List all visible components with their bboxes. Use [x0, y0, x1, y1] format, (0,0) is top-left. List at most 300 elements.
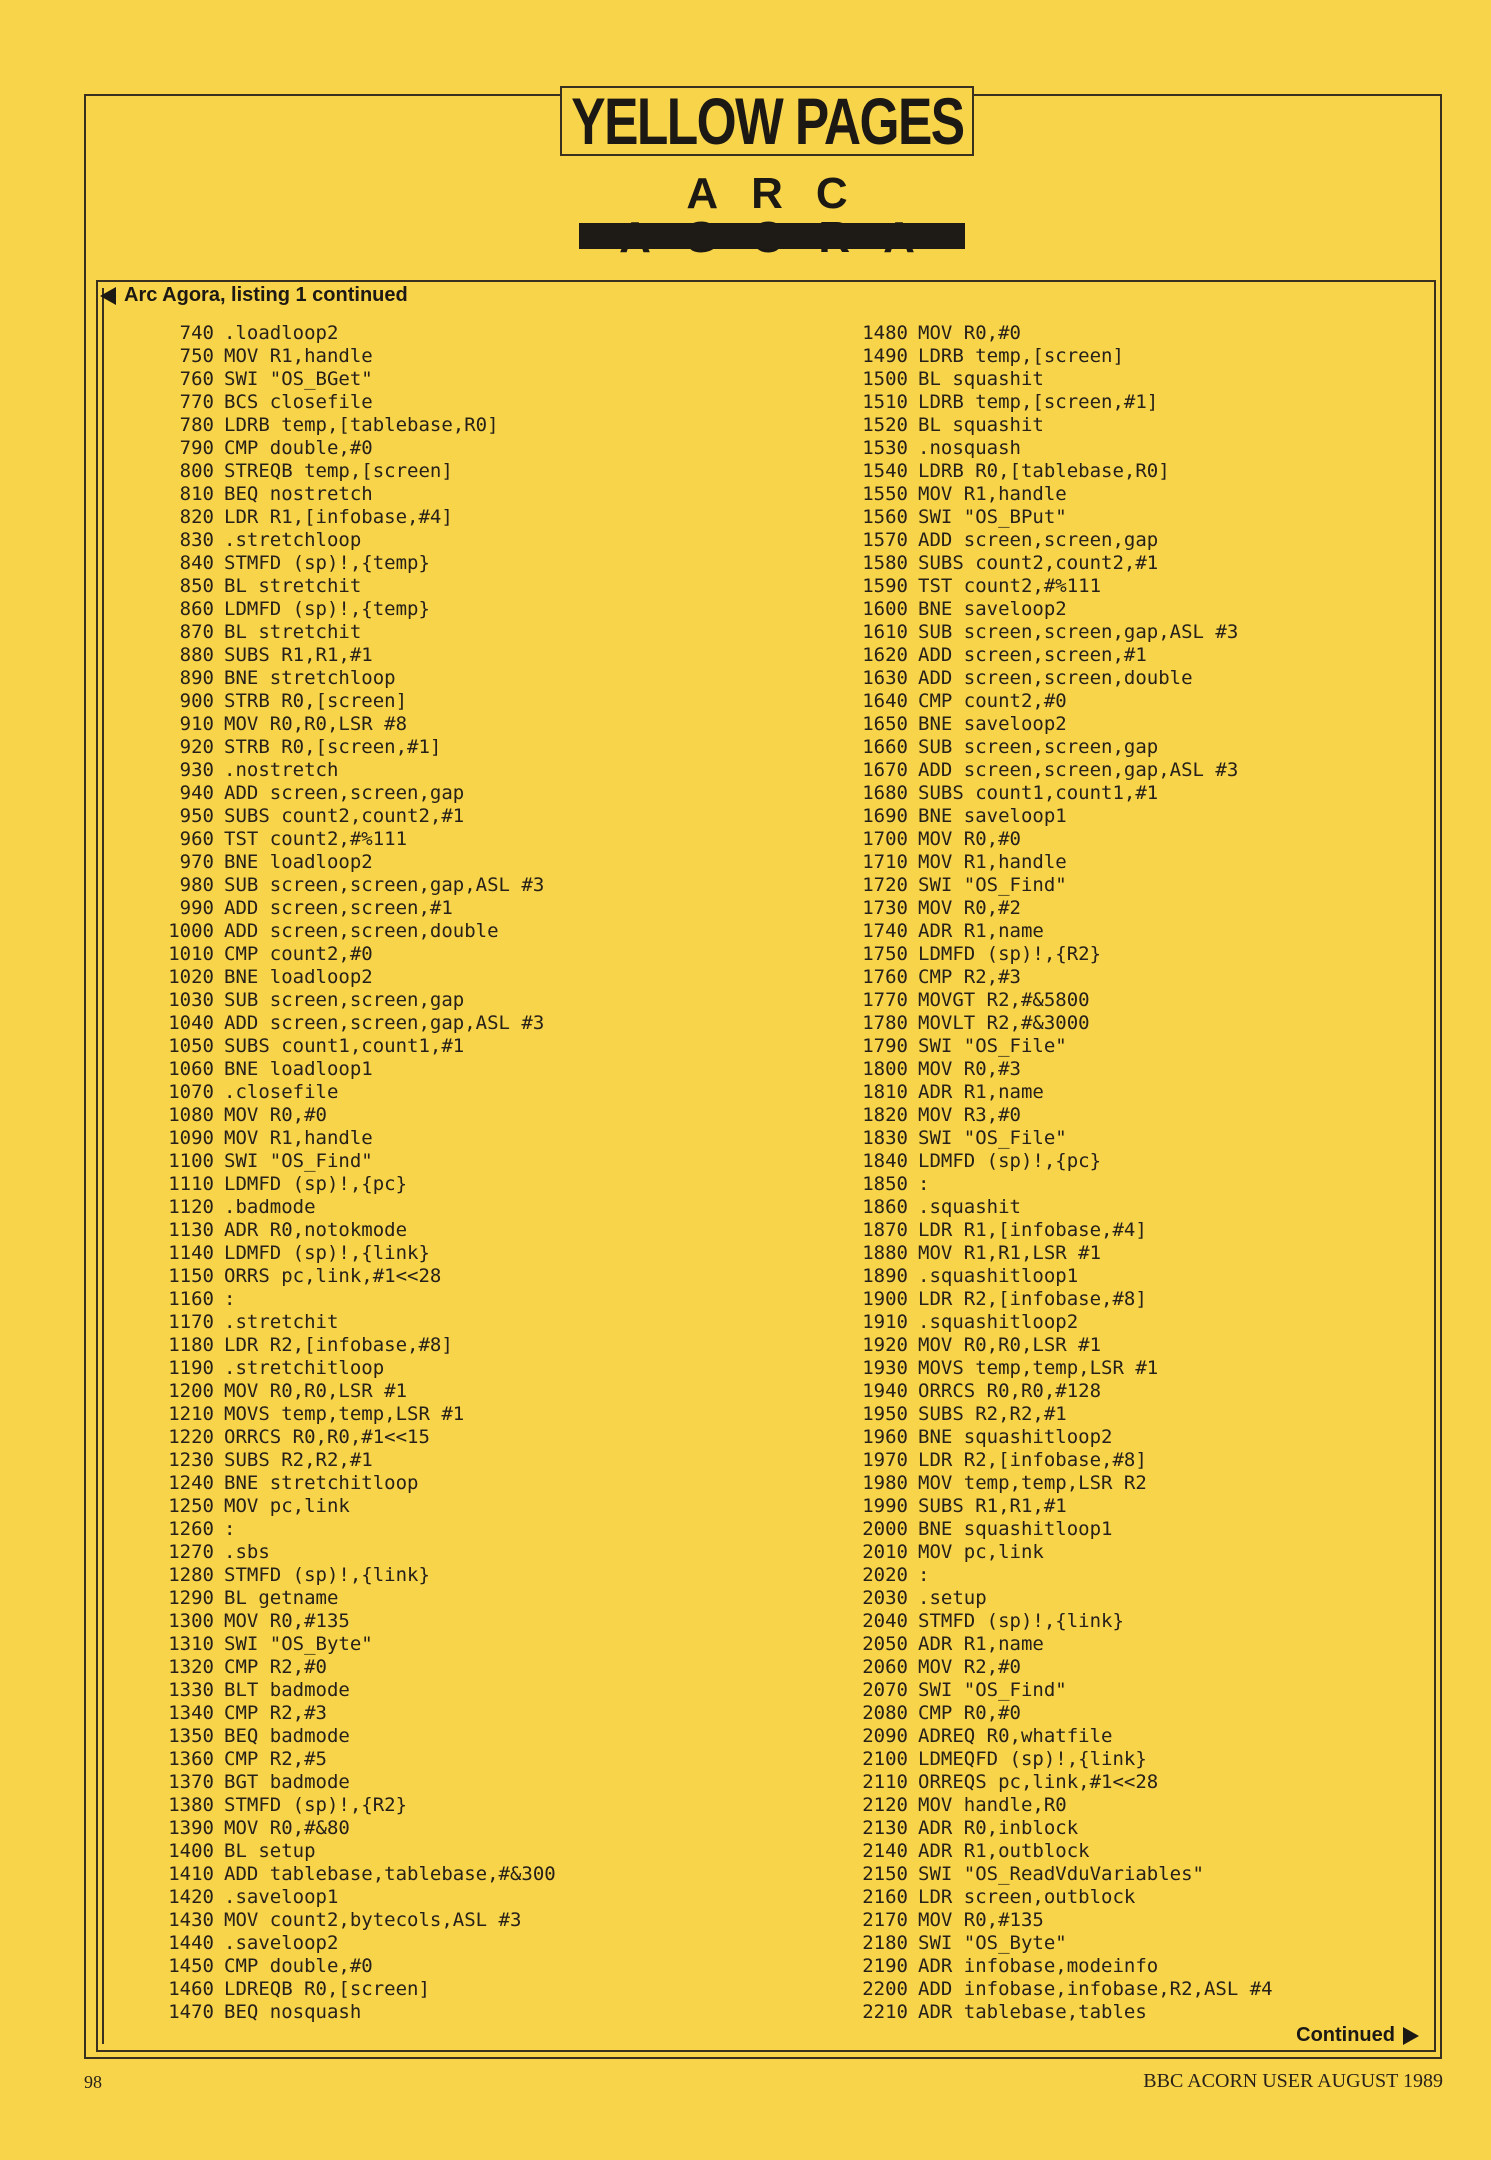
code-line: [850, 2001, 1273, 2024]
code-statement: SUBS R2,R2,#1: [918, 1403, 1067, 1425]
line-number: 1790: [862, 1035, 908, 1057]
code-statement: CMP R2,#3: [918, 966, 1021, 988]
code-statement: LDR R2,[infobase,#8]: [918, 1288, 1147, 1310]
line-number: 1300: [168, 1610, 214, 1632]
code-line: [156, 1196, 556, 1219]
code-line: [850, 1058, 1273, 1081]
code-statement: ADD screen,screen,gap,ASL #3: [224, 1012, 545, 1034]
code-line: [850, 690, 1273, 713]
code-statement: SUBS R1,R1,#1: [224, 644, 373, 666]
line-number: 1400: [168, 1840, 214, 1862]
code-line: [156, 1242, 556, 1265]
line-number: 2120: [862, 1794, 908, 1816]
line-number: 1190: [168, 1357, 214, 1379]
code-statement: ADD tablebase,tablebase,#&300: [224, 1863, 556, 1885]
code-statement: BNE squashitloop2: [918, 1426, 1113, 1448]
code-statement: STRB R0,[screen,#1]: [224, 736, 442, 758]
code-statement: ADD infobase,infobase,R2,ASL #4: [918, 1978, 1273, 2000]
code-line: [156, 1794, 556, 1817]
arrow-right-icon: [1403, 2027, 1419, 2045]
line-number: 1890: [862, 1265, 908, 1287]
code-statement: BNE loadloop2: [224, 851, 373, 873]
code-line: [850, 1127, 1273, 1150]
code-statement: LDR screen,outblock: [918, 1886, 1136, 1908]
continued-from-text: Arc Agora, listing 1 continued: [124, 284, 408, 306]
code-statement: MOV R1,handle: [224, 1127, 373, 1149]
code-statement: BNE stretchloop: [224, 667, 396, 689]
line-number: 900: [179, 690, 214, 712]
line-number: 2190: [862, 1955, 908, 1977]
code-statement: ADR R1,name: [918, 920, 1044, 942]
code-line: [850, 920, 1273, 943]
code-statement: MOV R0,R0,LSR #1: [918, 1334, 1102, 1356]
line-number: 1730: [862, 897, 908, 919]
code-line: [850, 897, 1273, 920]
code-statement: ADD screen,screen,gap,ASL #3: [918, 759, 1239, 781]
line-number: 1720: [862, 874, 908, 896]
code-line: [850, 1288, 1273, 1311]
line-number: 1530: [862, 437, 908, 459]
line-number: 1970: [862, 1449, 908, 1471]
code-line: [156, 874, 556, 897]
code-statement: CMP double,#0: [224, 437, 373, 459]
code-statement: LDR R2,[infobase,#8]: [224, 1334, 453, 1356]
code-line: [850, 1150, 1273, 1173]
code-line: [156, 644, 556, 667]
code-statement: BNE stretchitloop: [224, 1472, 419, 1494]
code-statement: CMP R0,#0: [918, 1702, 1021, 1724]
code-line: [156, 1587, 556, 1610]
code-line: [156, 1909, 556, 1932]
code-line: [850, 1035, 1273, 1058]
code-statement: MOV temp,temp,LSR R2: [918, 1472, 1147, 1494]
line-number: 1310: [168, 1633, 214, 1655]
continued-to-text: Continued: [1296, 2024, 1395, 2046]
code-line: [156, 1955, 556, 1978]
line-number: 1920: [862, 1334, 908, 1356]
code-statement: .saveloop2: [224, 1932, 339, 1954]
code-line: [850, 1725, 1273, 1748]
code-statement: MOV handle,R0: [918, 1794, 1067, 1816]
line-number: 760: [179, 368, 214, 390]
code-line: [156, 1817, 556, 1840]
line-number: 1100: [168, 1150, 214, 1172]
line-number: 1020: [168, 966, 214, 988]
code-statement: ADD screen,screen,gap: [224, 782, 465, 804]
code-statement: MOV R0,R0,LSR #1: [224, 1380, 408, 1402]
code-statement: .squashitloop2: [918, 1311, 1079, 1333]
section-title: ARC: [686, 169, 881, 218]
code-line: [850, 391, 1273, 414]
line-number: 1760: [862, 966, 908, 988]
line-number: 740: [179, 322, 214, 344]
line-number: 750: [179, 345, 214, 367]
code-line: [156, 483, 556, 506]
code-statement: BL squashit: [918, 414, 1044, 436]
line-number: 1280: [168, 1564, 214, 1586]
line-number: 990: [179, 897, 214, 919]
line-number: 2200: [862, 1978, 908, 2000]
line-number: 1590: [862, 575, 908, 597]
code-line: [156, 1610, 556, 1633]
code-line: [850, 529, 1273, 552]
code-line: [850, 1564, 1273, 1587]
code-line: [850, 759, 1273, 782]
code-statement: LDMFD (sp)!,{link}: [224, 1242, 430, 1264]
line-number: 1570: [862, 529, 908, 551]
code-statement: SUBS count2,count2,#1: [918, 552, 1159, 574]
code-statement: CMP R2,#0: [224, 1656, 327, 1678]
code-line: [156, 552, 556, 575]
code-line: [156, 460, 556, 483]
code-statement: CMP R2,#3: [224, 1702, 327, 1724]
line-number: 1340: [168, 1702, 214, 1724]
code-statement: STMFD (sp)!,{link}: [918, 1610, 1124, 1632]
line-number: 1870: [862, 1219, 908, 1241]
line-number: 1460: [168, 1978, 214, 2000]
line-number: 1830: [862, 1127, 908, 1149]
line-number: 780: [179, 414, 214, 436]
line-number: 1670: [862, 759, 908, 781]
code-line: [156, 1012, 556, 1035]
code-line: [156, 368, 556, 391]
code-line: [156, 1058, 556, 1081]
code-statement: SWI "OS_BGet": [224, 368, 373, 390]
code-statement: BNE saveloop2: [918, 598, 1067, 620]
line-number: 1500: [862, 368, 908, 390]
code-statement: ADD screen,screen,gap: [918, 529, 1159, 551]
code-line: [850, 1587, 1273, 1610]
line-number: 1560: [862, 506, 908, 528]
code-line: [156, 989, 556, 1012]
code-line: [850, 1610, 1273, 1633]
code-line: [850, 874, 1273, 897]
line-number: 1940: [862, 1380, 908, 1402]
code-line: [850, 1403, 1273, 1426]
line-number: 1910: [862, 1311, 908, 1333]
code-line: [850, 506, 1273, 529]
code-line: [156, 1472, 556, 1495]
line-number: 1540: [862, 460, 908, 482]
code-statement: CMP R2,#5: [224, 1748, 327, 1770]
page-number: 98: [84, 2072, 102, 2092]
code-line: [156, 1219, 556, 1242]
page-title: YELLOW PAGES: [570, 84, 964, 158]
code-statement: BNE loadloop2: [224, 966, 373, 988]
code-statement: .badmode: [224, 1196, 316, 1218]
code-statement: SWI "OS_Find": [918, 1679, 1067, 1701]
code-statement: ADREQ R0,whatfile: [918, 1725, 1113, 1747]
code-line: [850, 1265, 1273, 1288]
line-number: 890: [179, 667, 214, 689]
code-line: [850, 851, 1273, 874]
code-line: [156, 1771, 556, 1794]
code-statement: STMFD (sp)!,{R2}: [224, 1794, 408, 1816]
code-line: [156, 966, 556, 989]
code-line: [156, 851, 556, 874]
code-line: [156, 782, 556, 805]
code-line: [156, 667, 556, 690]
code-line: [850, 483, 1273, 506]
code-line: [156, 1288, 556, 1311]
line-number: 940: [179, 782, 214, 804]
code-statement: LDMFD (sp)!,{pc}: [224, 1173, 408, 1195]
line-number: 2090: [862, 1725, 908, 1747]
line-number: 1080: [168, 1104, 214, 1126]
code-line: [156, 1656, 556, 1679]
line-number: 2150: [862, 1863, 908, 1885]
code-line: [850, 621, 1273, 644]
code-statement: CMP double,#0: [224, 1955, 373, 1977]
code-statement: LDMFD (sp)!,{temp}: [224, 598, 430, 620]
code-statement: BNE saveloop2: [918, 713, 1067, 735]
code-statement: BNE squashitloop1: [918, 1518, 1113, 1540]
code-line: [850, 345, 1273, 368]
line-number: 960: [179, 828, 214, 850]
code-statement: LDMFD (sp)!,{R2}: [918, 943, 1102, 965]
code-statement: :: [918, 1173, 930, 1195]
line-number: 1820: [862, 1104, 908, 1126]
code-line: [850, 1909, 1273, 1932]
line-number: 1160: [168, 1288, 214, 1310]
code-statement: MOV R2,#0: [918, 1656, 1021, 1678]
line-number: 1580: [862, 552, 908, 574]
code-line: [156, 1495, 556, 1518]
code-statement: SWI "OS_ReadVduVariables": [918, 1863, 1204, 1885]
line-number: 1370: [168, 1771, 214, 1793]
code-line: [156, 1978, 556, 2001]
code-statement: ADR R1,outblock: [918, 1840, 1090, 1862]
code-line: [850, 1012, 1273, 1035]
code-statement: ORRCS R0,R0,#1<<15: [224, 1426, 430, 1448]
line-number: 1750: [862, 943, 908, 965]
code-statement: LDR R2,[infobase,#8]: [918, 1449, 1147, 1471]
code-statement: .stretchit: [224, 1311, 339, 1333]
line-number: 1430: [168, 1909, 214, 1931]
code-statement: .stretchitloop: [224, 1357, 385, 1379]
code-statement: MOVS temp,temp,LSR #1: [918, 1357, 1159, 1379]
line-number: 1810: [862, 1081, 908, 1103]
line-number: 1110: [168, 1173, 214, 1195]
code-statement: SWI "OS_File": [918, 1127, 1067, 1149]
line-number: 1550: [862, 483, 908, 505]
code-statement: BEQ nosquash: [224, 2001, 362, 2023]
code-line: [156, 1541, 556, 1564]
code-statement: BEQ nostretch: [224, 483, 373, 505]
code-statement: STMFD (sp)!,{temp}: [224, 552, 430, 574]
code-line: [156, 1104, 556, 1127]
code-line: [850, 1656, 1273, 1679]
line-number: 2170: [862, 1909, 908, 1931]
code-line: [850, 1081, 1273, 1104]
code-line: [156, 897, 556, 920]
line-number: 1700: [862, 828, 908, 850]
line-number: 2040: [862, 1610, 908, 1632]
line-number: 1950: [862, 1403, 908, 1425]
code-statement: MOV R0,#0: [918, 322, 1021, 344]
code-statement: BL getname: [224, 1587, 339, 1609]
line-number: 1090: [168, 1127, 214, 1149]
line-number: 1980: [862, 1472, 908, 1494]
code-line: [156, 1932, 556, 1955]
code-statement: SWI "OS_BPut": [918, 506, 1067, 528]
code-line: [156, 920, 556, 943]
line-number: 950: [179, 805, 214, 827]
code-line: [850, 1518, 1273, 1541]
code-statement: MOV count2,bytecols,ASL #3: [224, 1909, 522, 1931]
code-statement: .sbs: [224, 1541, 270, 1563]
line-number: 1290: [168, 1587, 214, 1609]
code-statement: .nosquash: [918, 437, 1021, 459]
code-line: [156, 506, 556, 529]
masthead: [560, 86, 974, 156]
line-number: 1380: [168, 1794, 214, 1816]
code-statement: ADD screen,screen,double: [918, 667, 1193, 689]
code-statement: MOV R1,handle: [918, 851, 1067, 873]
code-line: [850, 1449, 1273, 1472]
line-number: 1330: [168, 1679, 214, 1701]
code-statement: MOVLT R2,#&3000: [918, 1012, 1090, 1034]
code-line: [156, 690, 556, 713]
line-number: 1270: [168, 1541, 214, 1563]
code-statement: SWI "OS_Find": [224, 1150, 373, 1172]
code-statement: :: [918, 1564, 930, 1586]
code-statement: MOV R3,#0: [918, 1104, 1021, 1126]
code-statement: ADR R0,inblock: [918, 1817, 1079, 1839]
code-line: [850, 1794, 1273, 1817]
code-statement: MOV R0,R0,LSR #8: [224, 713, 408, 735]
code-line: [850, 1541, 1273, 1564]
code-statement: SUBS count1,count1,#1: [224, 1035, 465, 1057]
code-statement: BNE loadloop1: [224, 1058, 373, 1080]
code-statement: BCS closefile: [224, 391, 373, 413]
code-line: [850, 1840, 1273, 1863]
line-number: 2160: [862, 1886, 908, 1908]
code-line: [850, 322, 1273, 345]
code-line: [850, 1196, 1273, 1219]
line-number: 1770: [862, 989, 908, 1011]
code-statement: CMP count2,#0: [224, 943, 373, 965]
line-number: 2000: [862, 1518, 908, 1540]
line-number: 1260: [168, 1518, 214, 1540]
code-statement: LDREQB R0,[screen]: [224, 1978, 430, 2000]
line-number: 2080: [862, 1702, 908, 1724]
code-statement: MOV R0,#0: [224, 1104, 327, 1126]
line-number: 2020: [862, 1564, 908, 1586]
code-line: [850, 782, 1273, 805]
code-line: [850, 644, 1273, 667]
code-line: [850, 414, 1273, 437]
line-number: 1740: [862, 920, 908, 942]
code-statement: .setup: [918, 1587, 987, 1609]
line-number: 1450: [168, 1955, 214, 1977]
code-statement: LDRB temp,[tablebase,R0]: [224, 414, 499, 436]
line-number: 1360: [168, 1748, 214, 1770]
code-statement: TST count2,#%111: [224, 828, 408, 850]
code-line: [156, 1702, 556, 1725]
line-number: 860: [179, 598, 214, 620]
code-line: [850, 1863, 1273, 1886]
code-line: [850, 1679, 1273, 1702]
code-statement: SWI "OS_File": [918, 1035, 1067, 1057]
code-statement: MOV R0,#135: [918, 1909, 1044, 1931]
code-line: [850, 1357, 1273, 1380]
code-statement: ADR R1,name: [918, 1633, 1044, 1655]
magazine-issue: BBC ACORN USER AUGUST 1989: [1143, 2070, 1443, 2092]
code-line: [156, 1403, 556, 1426]
line-number: 1250: [168, 1495, 214, 1517]
code-line: [850, 1380, 1273, 1403]
code-line: [850, 1633, 1273, 1656]
continued-from-label: [100, 284, 408, 307]
line-number: 1880: [862, 1242, 908, 1264]
code-statement: .loadloop2: [224, 322, 339, 344]
code-statement: LDMEQFD (sp)!,{link}: [918, 1748, 1147, 1770]
line-number: 1710: [862, 851, 908, 873]
code-line: [850, 713, 1273, 736]
code-line: [156, 1426, 556, 1449]
code-statement: :: [224, 1518, 236, 1540]
code-statement: ADD screen,screen,double: [224, 920, 499, 942]
code-line: [156, 1679, 556, 1702]
code-statement: MOV R1,handle: [918, 483, 1067, 505]
code-line: [156, 414, 556, 437]
line-number: 2110: [862, 1771, 908, 1793]
line-number: 1510: [862, 391, 908, 413]
code-statement: ORRCS R0,R0,#128: [918, 1380, 1102, 1402]
code-statement: ADR infobase,modeinfo: [918, 1955, 1159, 1977]
code-line: [156, 1357, 556, 1380]
code-statement: SUB screen,screen,gap: [224, 989, 465, 1011]
code-line: [850, 1886, 1273, 1909]
code-statement: BEQ badmode: [224, 1725, 350, 1747]
code-statement: MOV R0,#0: [918, 828, 1021, 850]
code-statement: MOV R0,#&80: [224, 1817, 350, 1839]
code-line: [850, 460, 1273, 483]
code-column-left: [156, 322, 556, 2024]
code-line: [156, 437, 556, 460]
line-number: 840: [179, 552, 214, 574]
line-number: 2180: [862, 1932, 908, 1954]
line-number: 1320: [168, 1656, 214, 1678]
code-line: [156, 736, 556, 759]
line-number: 1180: [168, 1334, 214, 1356]
code-line: [850, 1978, 1273, 2001]
line-number: 1930: [862, 1357, 908, 1379]
code-line: [156, 1035, 556, 1058]
code-statement: MOV R1,R1,LSR #1: [918, 1242, 1102, 1264]
line-number: 1600: [862, 598, 908, 620]
line-number: 1520: [862, 414, 908, 436]
code-statement: ADR R0,notokmode: [224, 1219, 408, 1241]
line-number: 2050: [862, 1633, 908, 1655]
code-statement: MOVGT R2,#&5800: [918, 989, 1090, 1011]
line-number: 1390: [168, 1817, 214, 1839]
code-statement: LDR R1,[infobase,#4]: [224, 506, 453, 528]
code-line: [156, 1518, 556, 1541]
line-number: 1480: [862, 322, 908, 344]
code-statement: LDRB R0,[tablebase,R0]: [918, 460, 1170, 482]
line-number: 1230: [168, 1449, 214, 1471]
code-line: [850, 1242, 1273, 1265]
line-number: 2030: [862, 1587, 908, 1609]
line-number: 850: [179, 575, 214, 597]
code-line: [156, 759, 556, 782]
arrow-left-icon: [100, 287, 116, 305]
line-number: 870: [179, 621, 214, 643]
code-line: [850, 1702, 1273, 1725]
code-statement: SWI "OS_Find": [918, 874, 1067, 896]
